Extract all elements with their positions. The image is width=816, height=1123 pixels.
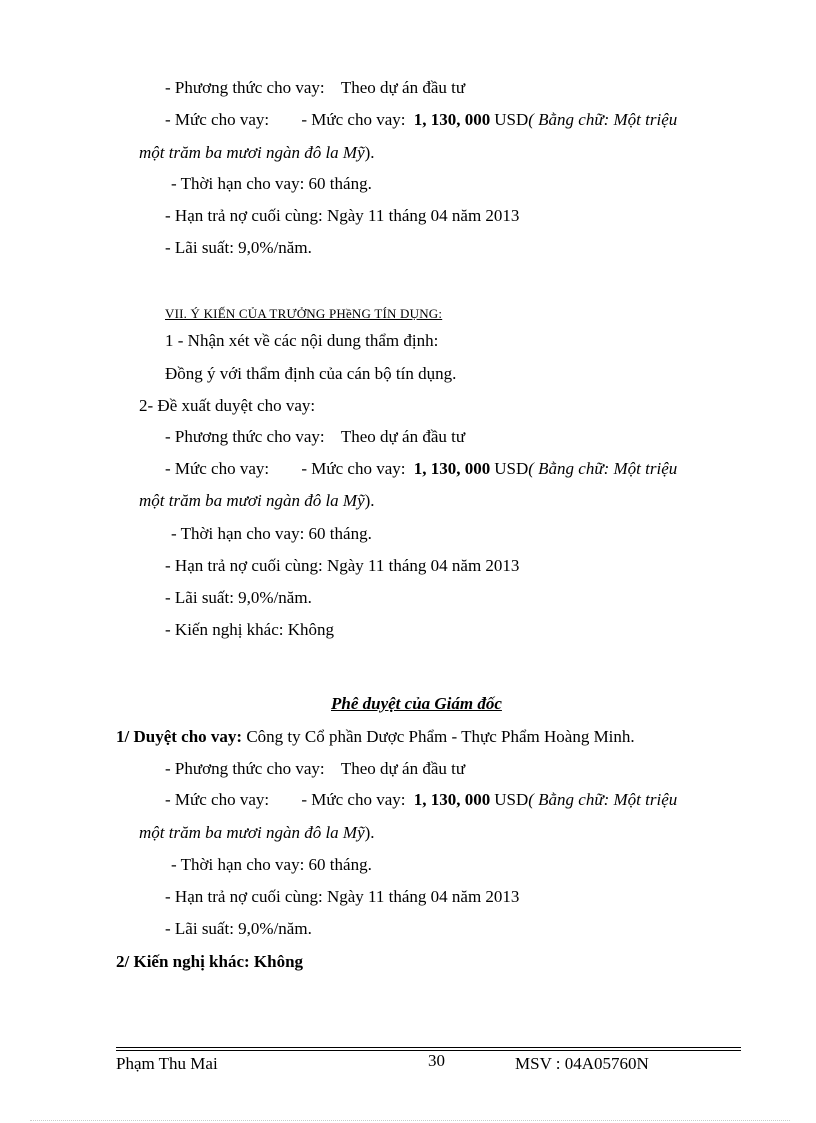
loan-amount-label-repeat: - Mức cho vay:	[301, 790, 406, 809]
loan-amount-words-start: ( Bằng chữ: Một triệu	[528, 790, 678, 809]
loan-amount-words-end: một trăm ba mươi ngàn đô la Mỹ	[139, 823, 365, 842]
loan-amount-line	[165, 459, 677, 479]
loan-method-value: Theo dự án đầu tư	[340, 427, 466, 446]
loan-due-line: - Hạn trả nợ cuối cùng: Ngày 11 tháng 04 năm 2013	[165, 887, 520, 906]
loan-amount-value: 1, 130, 000	[413, 110, 491, 129]
loan-due-line: - Hạn trả nợ cuối cùng: Ngày 11 tháng 04 năm 2013	[165, 206, 520, 225]
loan-amount-currency: USD	[494, 459, 529, 478]
loan-method-label: - Phương thức cho vay:	[165, 78, 325, 97]
loan-amount-words-line	[139, 143, 375, 163]
loan-amount-words-start: ( Bằng chữ: Một triệu	[528, 459, 678, 478]
loan-method-value: Theo dự án đầu tư	[340, 759, 466, 778]
section-item-1: 1 - Nhận xét về các nội dung thẩm định:	[165, 331, 439, 350]
loan-amount-words-line	[139, 823, 375, 843]
loan-amount-label: - Mức cho vay:	[165, 790, 270, 809]
loan-method-line	[165, 759, 465, 779]
approval-item-1-value: Công ty Cổ phần Dược Phẩm - Thực Phẩm Hoàng Minh.	[246, 727, 635, 746]
page-number: 30	[428, 1051, 445, 1070]
loan-amount-words-close: ).	[364, 143, 375, 162]
loan-method-label: - Phương thức cho vay:	[165, 759, 325, 778]
loan-rate-line: - Lãi suất: 9,0%/năm.	[165, 919, 312, 938]
approval-item-1	[116, 727, 635, 747]
section-item-1-text: Đồng ý với thẩm định của cán bộ tín dụng.	[165, 364, 457, 383]
page-bottom-edge	[30, 1120, 790, 1121]
approval-item-1-label: 1/ Duyệt cho vay:	[116, 727, 243, 746]
loan-term-line: - Thời hạn cho vay: 60 tháng.	[171, 524, 372, 543]
loan-amount-words-end: một trăm ba mươi ngàn đô la Mỹ	[139, 491, 365, 510]
loan-amount-label: - Mức cho vay:	[165, 459, 270, 478]
loan-amount-words-start: ( Bằng chữ: Một triệu	[528, 110, 678, 129]
loan-due-line: - Hạn trả nợ cuối cùng: Ngày 11 tháng 04 năm 2013	[165, 556, 520, 575]
loan-amount-label-repeat: - Mức cho vay:	[301, 459, 406, 478]
loan-amount-value: 1, 130, 000	[413, 459, 491, 478]
loan-rate-line: - Lãi suất: 9,0%/năm.	[165, 588, 312, 607]
footer-rule-top	[116, 1047, 741, 1048]
loan-method-line	[165, 78, 465, 98]
loan-amount-words-line	[139, 491, 375, 511]
approval-heading: Phê duyệt của Giám đốc	[331, 694, 502, 713]
loan-amount-currency: USD	[494, 790, 529, 809]
loan-method-label: - Phương thức cho vay:	[165, 427, 325, 446]
loan-amount-currency: USD	[494, 110, 529, 129]
loan-amount-value: 1, 130, 000	[413, 790, 491, 809]
footer-student-id: MSV : 04A05760N	[515, 1054, 649, 1073]
loan-method-line	[165, 427, 465, 447]
loan-method-value: Theo dự án đầu tư	[340, 78, 466, 97]
loan-amount-line	[165, 110, 677, 130]
loan-amount-line	[165, 790, 677, 810]
loan-amount-words-close: ).	[364, 823, 375, 842]
loan-amount-label: - Mức cho vay:	[165, 110, 270, 129]
loan-term-line: - Thời hạn cho vay: 60 tháng.	[171, 174, 372, 193]
loan-amount-label-repeat: - Mức cho vay:	[301, 110, 406, 129]
approval-item-2: 2/ Kiến nghị khác: Không	[116, 952, 304, 971]
footer-author: Phạm Thu Mai	[116, 1054, 218, 1073]
section-item-2: 2- Đề xuất duyệt cho vay:	[139, 396, 316, 415]
other-proposal-line: - Kiến nghị khác: Không	[165, 620, 335, 639]
loan-term-line: - Thời hạn cho vay: 60 tháng.	[171, 855, 372, 874]
section-heading: VII. Ý KIẾN CỦA TRƯỞNG PHềNG TÍN DỤNG:	[165, 306, 443, 321]
loan-amount-words-close: ).	[364, 491, 375, 510]
loan-rate-line: - Lãi suất: 9,0%/năm.	[165, 238, 312, 257]
loan-amount-words-end: một trăm ba mươi ngàn đô la Mỹ	[139, 143, 365, 162]
